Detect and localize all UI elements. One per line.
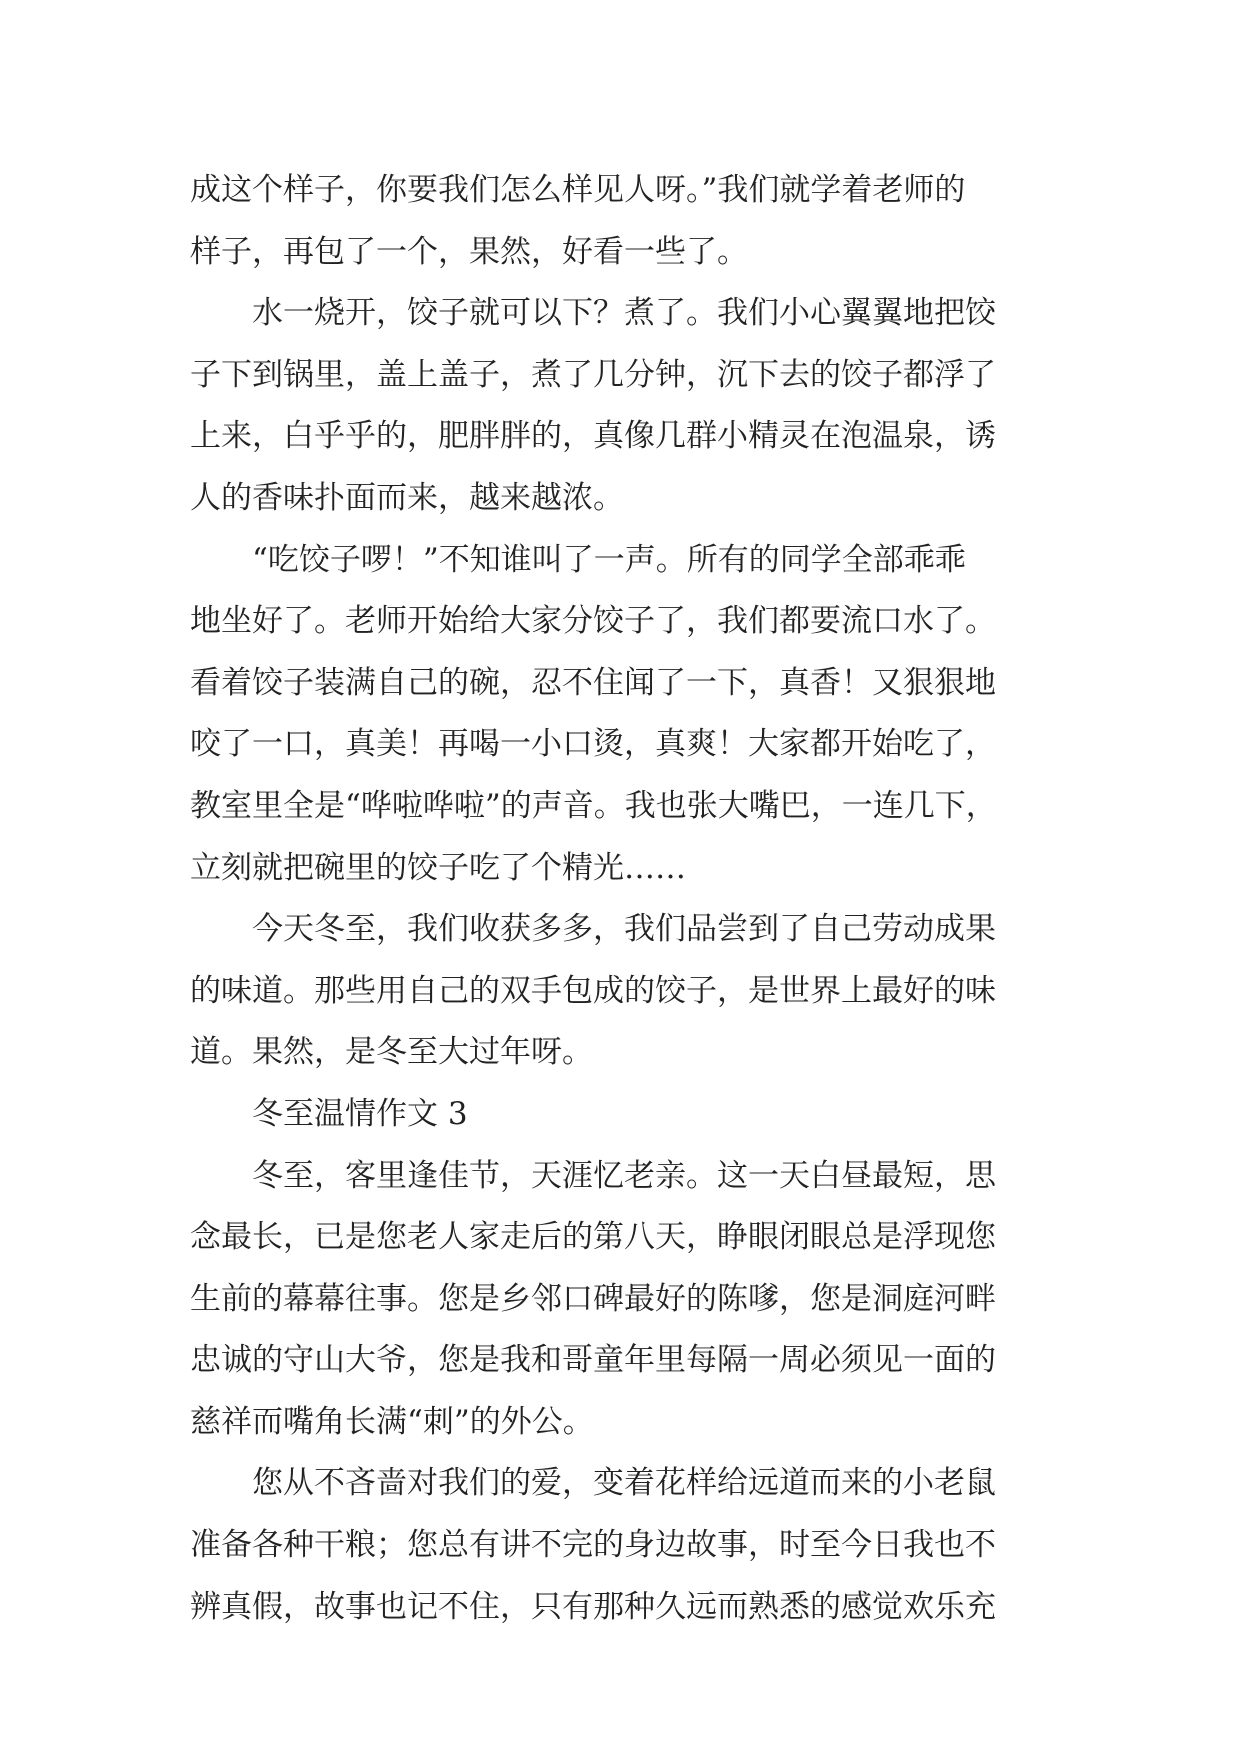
text-line: 人的香味扑面而来，越来越浓。	[190, 479, 624, 516]
text-line: 教室里全是“哗啦哗啦”的声音。我也张大嘴巴，一连几下，	[190, 787, 997, 824]
text-line: 道。果然，是冬至大过年呀。	[190, 1034, 593, 1071]
text-line: 慈祥而嘴角长满“刺”的外公。	[190, 1403, 594, 1440]
text-line: 准备各种干粮；您总有讲不完的身边故事，时至今日我也不	[190, 1527, 996, 1564]
text-line: 地坐好了。老师开始给大家分饺子了，我们都要流口水了。	[190, 603, 996, 640]
text-line: 咬了一口，真美！再喝一小口烫，真爽！大家都开始吃了，	[190, 726, 996, 763]
paragraph-start-line: 您从不吝啬对我们的爱，变着花样给远道而来的小老鼠	[252, 1465, 996, 1502]
text-line: 念最长，已是您老人家走后的第八天，睁眼闭眼总是浮现您	[190, 1219, 996, 1256]
paragraph-start-line: 冬至，客里逢佳节，天涯忆老亲。这一天白昼最短，思	[252, 1157, 996, 1194]
text-line: 辨真假，故事也记不住，只有那种久远而熟悉的感觉欢乐充	[190, 1588, 996, 1625]
text-line: 忠诚的守山大爷，您是我和哥童年里每隔一周必须见一面的	[190, 1342, 996, 1379]
text-line: 看着饺子装满自己的碗，忍不住闻了一下，真香！又狠狠地	[190, 664, 996, 701]
section-heading: 冬至温情作文 3	[252, 1095, 468, 1132]
text-line: 的味道。那些用自己的双手包成的饺子，是世界上最好的味	[190, 972, 996, 1009]
text-line: 成这个样子，你要我们怎么样见人呀。”我们就学着老师的	[190, 172, 966, 208]
paragraph-start-line: 今天冬至，我们收获多多，我们品尝到了自己劳动成果	[252, 911, 996, 948]
text-line: 上来，白乎乎的，肥胖胖的，真像几群小精灵在泡温泉，诱	[190, 418, 996, 455]
paragraph-start-line: “吃饺子啰！”不知谁叫了一声。所有的同学全部乖乖	[252, 541, 966, 578]
body-text	[190, 160, 1070, 1638]
text-line: 子下到锅里，盖上盖子，煮了几分钟，沉下去的饺子都浮了	[190, 356, 996, 393]
text-line: 样子，再包了一个，果然，好看一些了。	[190, 233, 748, 270]
text-line: 生前的幕幕往事。您是乡邻口碑最好的陈嗲，您是洞庭河畔	[190, 1280, 996, 1317]
paragraph-start-line: 水一烧开，饺子就可以下？煮了。我们小心翼翼地把饺	[252, 295, 996, 332]
text-line: 立刻就把碗里的饺子吃了个精光……	[190, 849, 686, 886]
